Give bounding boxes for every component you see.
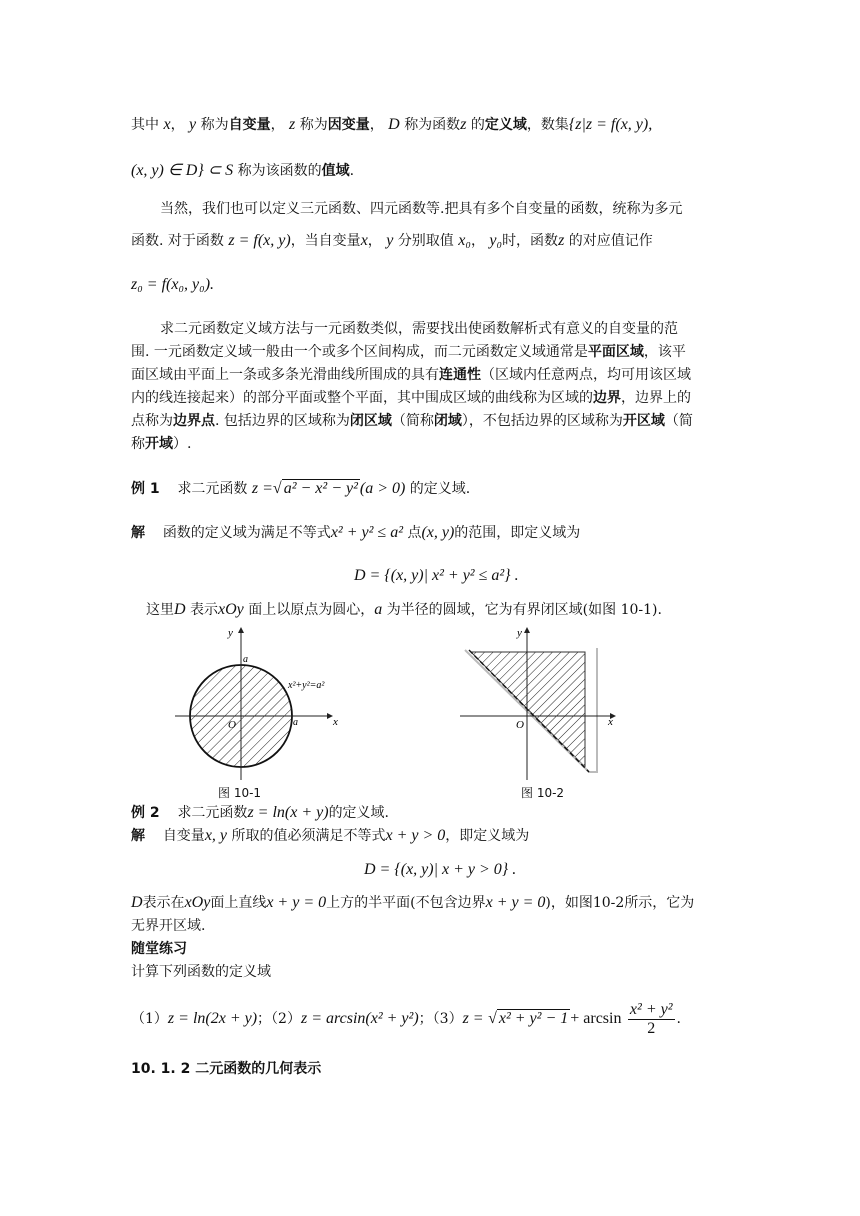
para-2-line-3: z₀ = f(x₀, y₀). [131, 276, 215, 293]
term-connectedness: 连通性 [439, 367, 481, 383]
y-axis-label: y [228, 627, 233, 639]
a-top-label: a [243, 654, 248, 665]
solution-2: 解 自变量x, y 所取的值必须满足不等式x + y > 0，即定义域为 [131, 827, 530, 844]
para-2-line-1: 当然，我们也可以定义三元函数、四元函数等.把具有多个自变量的函数，统称为多元 [160, 201, 683, 217]
para-3-line-5: 点称为边界点. 包括边界的区域称为闭区域（简称闭域），不包括边界的区域称为开区域（简 [131, 413, 693, 429]
para-3-line-4: 内的线连接起来）的部分平面或整个平面，其中围成区域的曲线称为区域的边界，边界上的 [131, 390, 691, 406]
y-axis-label: y [517, 627, 522, 639]
para-3-line-1: 求二元函数定义域方法与一元函数类似，需要找出使函数解析式有意义的自变量的范 [160, 321, 678, 337]
solution-1-label: 解 [131, 525, 145, 541]
practice-intro: 计算下列函数的定义域 [131, 964, 271, 980]
figure-10-2-caption: 图 10-2 [521, 786, 565, 800]
term-boundary-point: 边界点 [173, 413, 215, 429]
figure-10-1 [170, 622, 350, 782]
practice-title: 随堂练习 [131, 941, 187, 957]
example-2: 例 2 求二元函数z = ln(x + y)的定义域. [131, 804, 390, 821]
x-axis-label: x [608, 716, 613, 728]
para-5-line-1: D表示在xOy面上直线x + y = 0上方的半平面(不包含边界x + y = 0)，如图10-2所示，它为 [131, 894, 695, 911]
a-right-label: a [293, 717, 298, 728]
x-axis-label: x [333, 716, 338, 728]
term-plane-region: 平面区域 [587, 344, 644, 360]
solution-2-label: 解 [131, 828, 145, 844]
para-2-line-2: 函数. 对于函数 z = f(x, y)，当自变量x， y 分别取值 x₀， y₀时，函数z 的对应值记作 [131, 232, 653, 249]
term-range: 值域 [321, 163, 350, 179]
term-closed-region: 闭区域 [349, 413, 392, 429]
term-dependent-variable: 因变量 [327, 117, 370, 133]
para-3-line-3: 面区域由平面上一条或多条光滑曲线所围成的具有连通性（区域内任意两点，均可用该区域 [131, 367, 691, 383]
para-3-line-2: 围. 一元函数定义域一般由一个或多个区间构成，而二元函数定义域通常是平面区域，该平 [131, 344, 686, 360]
solution-1: 解 函数的定义域为满足不等式x² + y² ≤ a² 点(x, y)的范围，即定义域为 [131, 524, 581, 541]
figure-10-2 [455, 622, 620, 782]
solution-1-domain: D = {(x, y)| x² + y² ≤ a²} . [354, 567, 519, 584]
term-boundary: 边界 [593, 390, 621, 406]
circle-equation: x²+y²=a² [288, 680, 325, 691]
term-closed-domain: 闭域 [433, 413, 462, 429]
section-heading: 10. 1. 2 二元函数的几何表示 [131, 1061, 322, 1077]
para-4: 这里D 表示xOy 面上以原点为圆心，a 为半径的圆域，它为有界闭区域(如图 10-1). [146, 601, 662, 618]
example-1: 例 1 求二元函数 z =√ a² − x² − y² (a > 0) 的定义域. [131, 480, 471, 497]
para-5-line-2: 无界开区域. [131, 918, 206, 934]
term-open-domain: 开域 [145, 436, 173, 452]
term-domain: 定义域 [484, 117, 527, 133]
practice-problems: （1）z = ln(2x + y)；（2）z = arcsin(x² + y²)；（3）z = √ x² + y² − 1 + arcsin $\frac{\text{x² + y²}}{2}$ . [131, 1000, 681, 1037]
para-1-line-1: 其中 x， y 称为自变量， z 称为因变量， D 称为函数z 的定义域，数集{z|z = f(x, y), [131, 116, 653, 133]
figure-10-1-caption: 图 10-1 [218, 786, 262, 800]
origin-label: O [516, 719, 524, 731]
fraction: $\frac{\text{x² + y²}}{2}$ [629, 1000, 673, 1037]
para-1-line-2: (x, y) ∈ D} ⊂ S 称为该函数的值域. [131, 162, 355, 179]
origin-label: O [228, 719, 236, 731]
term-independent-variable: 自变量 [228, 117, 271, 133]
example-2-label: 例 2 [131, 805, 160, 821]
term-open-region: 开区域 [622, 413, 665, 429]
solution-2-domain: D = {(x, y)| x + y > 0} . [364, 861, 517, 878]
example-1-label: 例 1 [131, 481, 160, 497]
para-3-line-6: 称开域）. [131, 436, 192, 452]
